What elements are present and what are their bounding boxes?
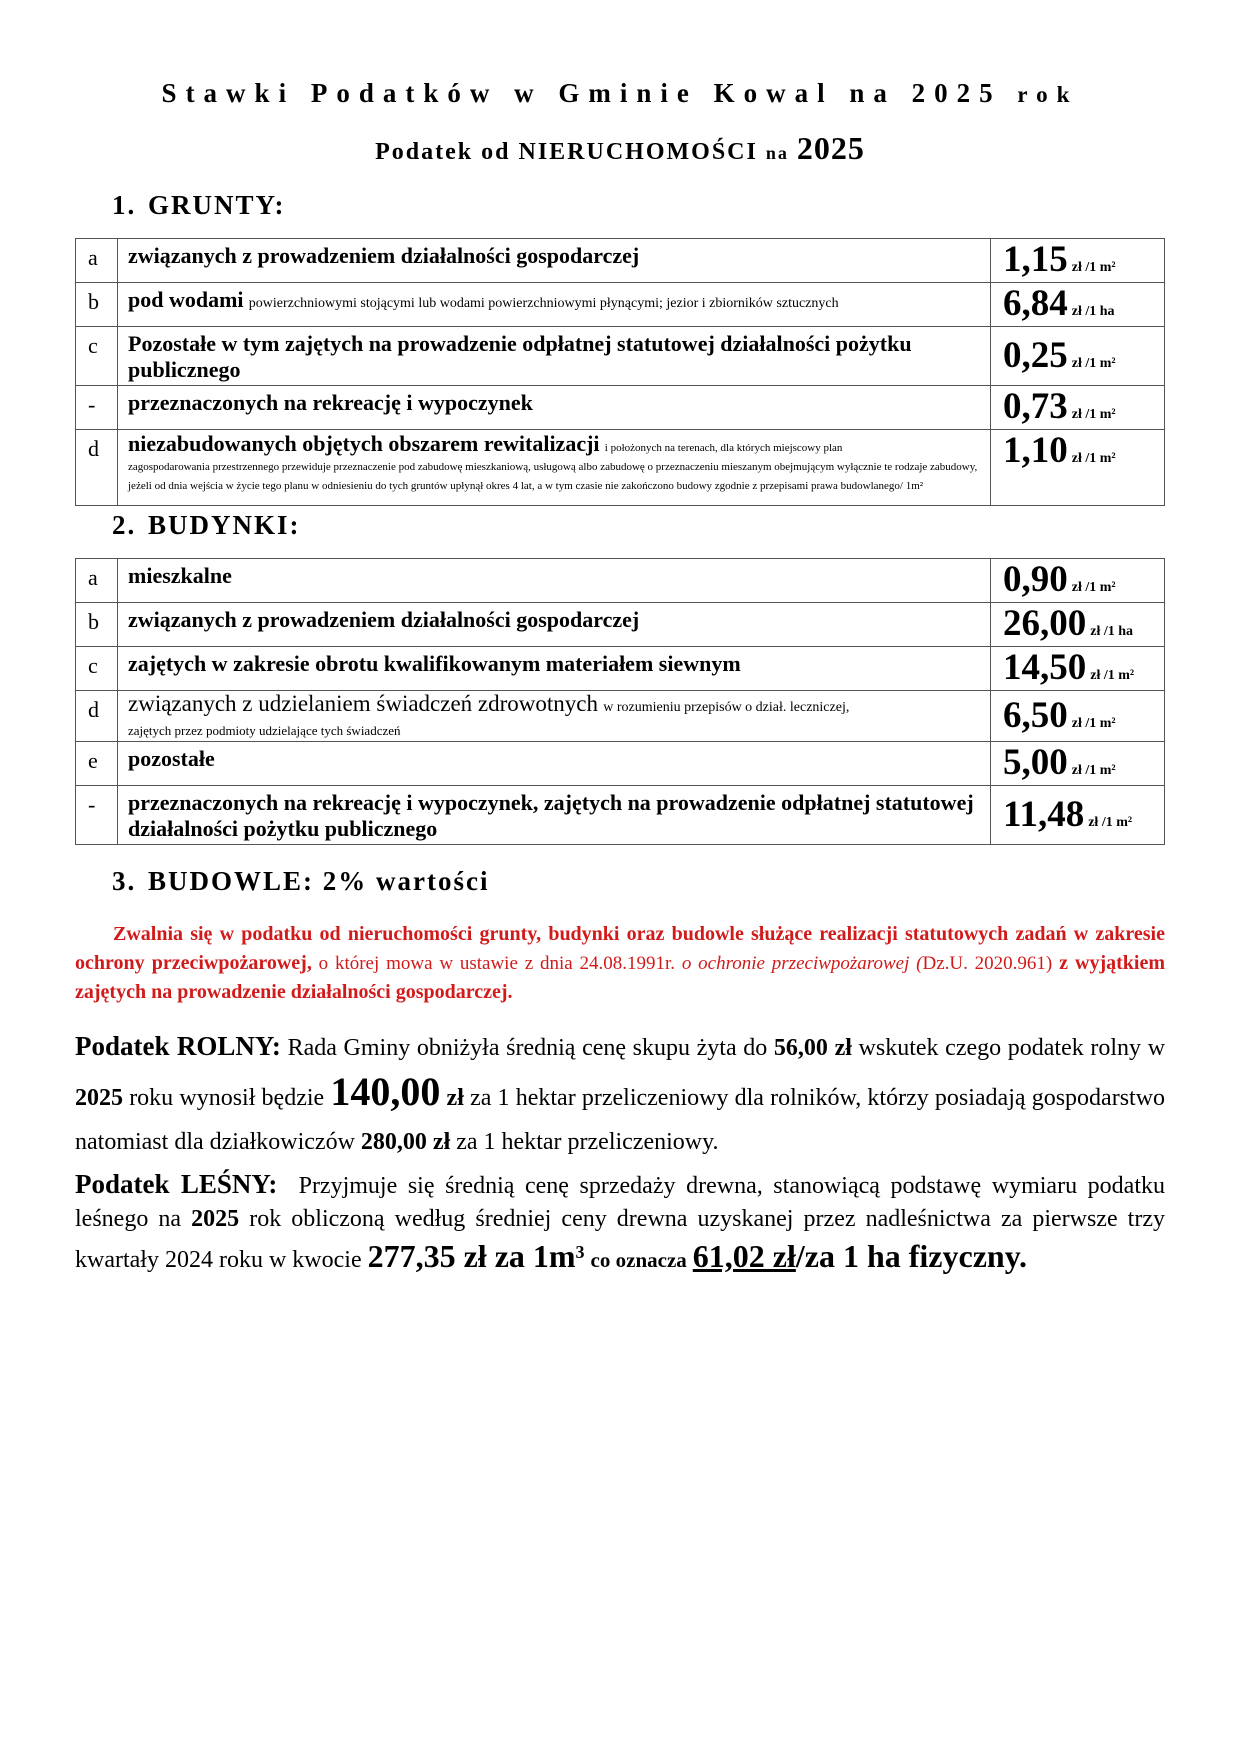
row-letter: c xyxy=(76,327,118,386)
row-desc-text: mieszkalne xyxy=(128,563,232,588)
row-desc-text: związanych z prowadzeniem działalności gospodarczej xyxy=(128,607,640,632)
rate-amount: 1,10 xyxy=(1003,430,1068,471)
row-description xyxy=(118,559,991,603)
paragraph-text: za 1 hektar przeliczeniowy. xyxy=(456,1129,719,1155)
paragraph-text: Przyjmuje się średnią cenę sprzedaży drewna, stanowiącą podstawę wymiaru podatku leśnego na xyxy=(75,1173,1165,1232)
row-description xyxy=(118,742,991,786)
row-desc-text: pozostałe xyxy=(128,746,215,771)
row-letter: c xyxy=(76,647,118,691)
allotment-tax-amount: 280,00 zł xyxy=(360,1129,451,1155)
paragraph-text: za 1 hektar przeliczeniowy dla rolników, którzy posiadają gospodarstwo natomiast dla działkowiczów xyxy=(75,1085,1166,1155)
paragraph-text: roku wynosił będzie xyxy=(129,1085,325,1111)
rate-unit: zł /1 ha xyxy=(1071,304,1115,319)
section-heading-budowle xyxy=(112,866,489,897)
rate-amount: 6,50 xyxy=(1003,695,1068,736)
row-desc-text: pod wodami xyxy=(128,287,244,312)
row-letter: a xyxy=(76,239,118,283)
row-letter: d xyxy=(76,691,118,742)
table-row xyxy=(76,430,1165,506)
budynki-table xyxy=(75,558,1165,845)
forest-tax-paragraph xyxy=(75,1168,1165,1277)
tax-year: 2025 xyxy=(75,1085,123,1111)
section-title: BUDOWLE: 2% wartości xyxy=(148,866,490,896)
row-value xyxy=(991,283,1165,327)
row-value xyxy=(991,603,1165,647)
table-row xyxy=(76,327,1165,386)
agricultural-tax-paragraph xyxy=(75,1024,1165,1164)
row-note: powierzchniowymi stojącymi lub wodami powierzchniowymi płynącymi; jezior i zbiorników sztucznych xyxy=(248,296,839,311)
rate-unit: zł /1 m² xyxy=(1071,763,1116,778)
rate-unit: zł /1 m² xyxy=(1071,716,1116,731)
row-description xyxy=(118,239,991,283)
table-row xyxy=(76,239,1165,283)
row-desc-text: związanych z prowadzeniem działalności gospodarczej xyxy=(128,243,640,268)
rate-amount: 1,15 xyxy=(1003,239,1068,280)
subtitle-part2: na xyxy=(765,143,789,163)
row-desc-text: niezabudowanych objętych obszarem rewitalizacji xyxy=(128,431,600,456)
title-suffix: rok xyxy=(1017,82,1079,107)
row-letter: a xyxy=(76,559,118,603)
row-description xyxy=(118,647,991,691)
section-number: 1. xyxy=(112,190,137,220)
table-row xyxy=(76,786,1165,845)
table-row xyxy=(76,559,1165,603)
row-value xyxy=(991,559,1165,603)
exemption-text: o której mowa w ustawie z dnia 24.08.1991r. xyxy=(318,953,676,974)
rate-unit: zł /1 m² xyxy=(1071,407,1116,422)
row-letter: b xyxy=(76,603,118,647)
paragraph-text: Rada Gminy obniżyła średnią cenę skupu żyta do xyxy=(287,1035,768,1061)
tax-year: 2025 xyxy=(191,1206,240,1232)
agricultural-tax-amount: 140,00 xyxy=(330,1069,441,1114)
exemption-italic-text: o ochronie przeciwpożarowej ( xyxy=(681,953,923,974)
table-row xyxy=(76,386,1165,430)
rate-unit: zł /1 m² xyxy=(1071,451,1116,466)
section-number: 2. xyxy=(112,510,137,540)
row-description xyxy=(118,691,991,742)
title-main: Stawki Podatków w Gminie Kowal na 2025 xyxy=(161,78,1002,108)
section-title: GRUNTY: xyxy=(148,190,286,220)
page-title xyxy=(0,78,1240,109)
row-letter: b xyxy=(76,283,118,327)
rate-amount: 5,00 xyxy=(1003,742,1068,783)
rate-amount: 0,90 xyxy=(1003,559,1068,600)
forest-tax-unit: /za 1 ha fizyczny. xyxy=(795,1238,1027,1274)
row-description xyxy=(118,786,991,845)
row-desc-text: zajętych w zakresie obrotu kwalifikowanym materiałem siewnym xyxy=(128,651,741,676)
table-row xyxy=(76,742,1165,786)
grunty-table xyxy=(75,238,1165,506)
section-heading-grunty xyxy=(112,190,286,221)
row-value xyxy=(991,430,1165,506)
rate-unit: zł /1 m² xyxy=(1071,580,1116,595)
row-value xyxy=(991,647,1165,691)
row-value xyxy=(991,691,1165,742)
row-desc-text: związanych z udzielaniem świadczeń zdrowotnych xyxy=(128,691,599,716)
row-value xyxy=(991,786,1165,845)
section-heading-budynki xyxy=(112,510,301,541)
row-desc-text: przeznaczonych na rekreację i wypoczynek xyxy=(128,390,533,415)
rate-amount: 14,50 xyxy=(1003,647,1087,688)
row-description xyxy=(118,430,991,506)
rate-amount: 11,48 xyxy=(1003,794,1085,835)
row-letter: d xyxy=(76,430,118,506)
subtitle-part1: Podatek od NIERUCHOMOŚCI xyxy=(375,139,758,165)
row-desc-text: Pozostałe w tym zajętych na prowadzenie odpłatnej statutowej działalności pożytku publicznego xyxy=(128,331,912,382)
row-value xyxy=(991,239,1165,283)
row-desc-text: przeznaczonych na rekreację i wypoczynek, zajętych na prowadzenie odpłatnej statutowej działalności pożytku publicznego xyxy=(128,790,974,841)
row-value xyxy=(991,327,1165,386)
row-value xyxy=(991,386,1165,430)
rate-unit: zł /1 m² xyxy=(1088,815,1133,830)
exemption-reference: Dz.U. 2020.961) xyxy=(922,953,1053,974)
section-number: 3. xyxy=(112,866,137,896)
table-row xyxy=(76,283,1165,327)
row-value xyxy=(991,742,1165,786)
row-letter: - xyxy=(76,786,118,845)
fire-protection-exemption xyxy=(75,920,1165,1007)
rate-amount: 0,73 xyxy=(1003,386,1068,427)
rate-unit: zł /1 ha xyxy=(1090,624,1134,639)
table-row xyxy=(76,647,1165,691)
page-subtitle xyxy=(0,130,1240,167)
cubic-superscript: 3 xyxy=(575,1242,585,1262)
row-description xyxy=(118,386,991,430)
agricultural-tax-heading: Podatek ROLNY: xyxy=(75,1031,281,1061)
row-note: i położonych na terenach, dla których miejscowy plan xyxy=(604,442,843,454)
paragraph-text: rok obliczoną według średniej ceny drewna uzyskanej przez nadleśnictwa za pierwsze trzy kwartały 2024 roku w kwocie xyxy=(75,1206,1165,1273)
rye-price: 56,00 zł xyxy=(773,1035,852,1061)
forest-tax-amount: 61,02 zł xyxy=(692,1238,796,1274)
forest-tax-heading: Podatek LEŚNY: xyxy=(75,1169,278,1199)
row-description xyxy=(118,603,991,647)
rate-amount: 6,84 xyxy=(1003,283,1068,324)
rate-unit: zł /1 m² xyxy=(1090,668,1135,683)
paragraph-text: co oznacza xyxy=(590,1248,687,1272)
row-note: zajętych przez podmioty udzielające tych świadczeń xyxy=(128,723,401,738)
rate-unit: zł /1 m² xyxy=(1071,260,1116,275)
paragraph-text: wskutek czego podatek rolny w xyxy=(858,1035,1166,1061)
rate-amount: 0,25 xyxy=(1003,335,1068,376)
subtitle-year: 2025 xyxy=(796,130,865,166)
row-description xyxy=(118,283,991,327)
timber-price: 277,35 zł za 1m xyxy=(367,1238,576,1274)
section-title: BUDYNKI: xyxy=(148,510,301,540)
row-note: w rozumieniu przepisów o dział. leczniczej, xyxy=(603,700,850,715)
rate-amount: 26,00 xyxy=(1003,603,1087,644)
exemption-bold-text: z wyjątkiem zajętych na prowadzenie działalności gospodarczej. xyxy=(75,952,1165,1003)
table-row xyxy=(76,603,1165,647)
row-letter: - xyxy=(76,386,118,430)
currency: zł xyxy=(446,1085,464,1111)
row-description xyxy=(118,327,991,386)
exemption-bold-text: Zwalnia się w podatku od nieruchomości grunty, budynki oraz budowle służące realizacji statutowych zadań w zakresie ochrony przeciwpożarowej, xyxy=(75,923,1165,974)
row-letter: e xyxy=(76,742,118,786)
row-note: zagospodarowania przestrzennego przewiduje przeznaczenie pod zabudowę mieszkaniową, usługową albo zabudowę o przeznaczeniu mieszanym obejmującym wyłącznie te rodzaje zabudowy, jeżeli od dnia wejścia w życie tego planu w odniesieniu do tych gruntów upłynął okres 4 lat, a w tym czasie nie zakończono budowy zgodnie z przepisami prawa budowlanego/ 1m² xyxy=(128,461,978,492)
rate-unit: zł /1 m² xyxy=(1071,356,1116,371)
table-row xyxy=(76,691,1165,742)
